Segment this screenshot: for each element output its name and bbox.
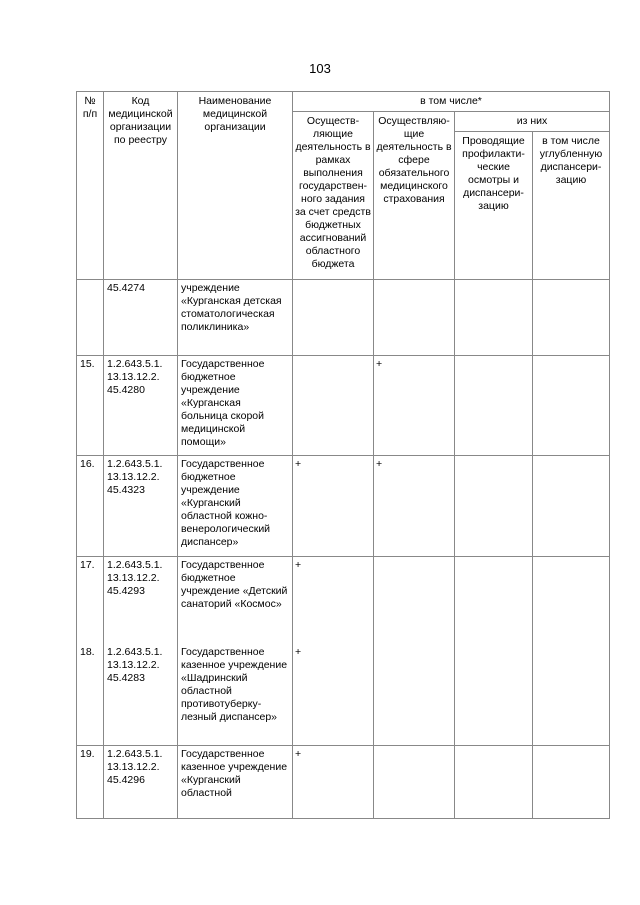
header-name: Наименование медицинской организации <box>178 92 293 280</box>
table-row <box>77 557 610 644</box>
row-prof <box>455 356 533 456</box>
row-name: учреждение «Курганская детская стоматологическая поликлиника» <box>178 280 293 356</box>
header-deep: в том числе углубленную диспансери-зацию <box>533 132 610 280</box>
row-name: Государственное бюджетное учреждение «Детский санаторий «Космос» <box>178 557 293 644</box>
row-deep <box>533 644 610 746</box>
row-budget <box>293 356 374 456</box>
row-budget: + <box>293 456 374 557</box>
row-code: 1.2.643.5.1. 13.13.12.2. 45.4296 <box>104 746 178 819</box>
row-num: 19. <box>77 746 104 819</box>
row-prof <box>455 746 533 819</box>
row-prof <box>455 280 533 356</box>
row-code: 1.2.643.5.1. 13.13.12.2. 45.4280 <box>104 356 178 456</box>
row-deep <box>533 456 610 557</box>
row-budget <box>293 280 374 356</box>
row-oms <box>374 644 455 746</box>
row-prof <box>455 456 533 557</box>
row-prof <box>455 557 533 644</box>
row-num: 16. <box>77 456 104 557</box>
row-oms <box>374 557 455 644</box>
row-name: Государственное казенное учреждение «Курганский областной <box>178 746 293 819</box>
row-deep <box>533 557 610 644</box>
row-deep <box>533 280 610 356</box>
header-prof: Проводящие профилакти-ческие осмотры и диспансери-зацию <box>455 132 533 280</box>
row-budget: + <box>293 644 374 746</box>
row-oms <box>374 746 455 819</box>
table-row <box>77 356 610 456</box>
row-num <box>77 280 104 356</box>
header-num: № п/п <box>77 92 104 280</box>
page-number: 103 <box>309 61 331 76</box>
table-row <box>77 456 610 557</box>
row-code: 45.4274 <box>104 280 178 356</box>
row-oms: + <box>374 456 455 557</box>
header-code: Код медицинской организации по реестру <box>104 92 178 280</box>
row-budget: + <box>293 746 374 819</box>
row-deep <box>533 746 610 819</box>
row-code: 1.2.643.5.1. 13.13.12.2. 45.4283 <box>104 644 178 746</box>
row-num: 18. <box>77 644 104 746</box>
row-name: Государственное бюджетное учреждение «Курганская больница скорой медицинской помощи» <box>178 356 293 456</box>
header-of-them: из них <box>455 112 610 132</box>
row-oms <box>374 280 455 356</box>
header-including: в том числе* <box>293 92 610 112</box>
table-row <box>77 644 610 746</box>
row-budget: + <box>293 557 374 644</box>
row-deep <box>533 356 610 456</box>
row-code: 1.2.643.5.1. 13.13.12.2. 45.4323 <box>104 456 178 557</box>
table-row <box>77 746 610 819</box>
header-budget: Осуществ-ляющие деятельность в рамках выполнения государствен-ного задания за счет средств бюджетных ассигнований областного бюджета <box>293 112 374 280</box>
row-name: Государственное бюджетное учреждение «Курганский областной кожно-венерологический диспансер» <box>178 456 293 557</box>
row-num: 17. <box>77 557 104 644</box>
header-oms: Осуществляю-щие деятельность в сфере обязательного медицинского страхования <box>374 112 455 280</box>
row-code: 1.2.643.5.1. 13.13.12.2. 45.4293 <box>104 557 178 644</box>
row-name: Государственное казенное учреждение «Шадринский областной противотуберку-лезный диспансер» <box>178 644 293 746</box>
row-oms: + <box>374 356 455 456</box>
table-row <box>77 280 610 356</box>
row-num: 15. <box>77 356 104 456</box>
organizations-table <box>76 91 610 819</box>
row-prof <box>455 644 533 746</box>
